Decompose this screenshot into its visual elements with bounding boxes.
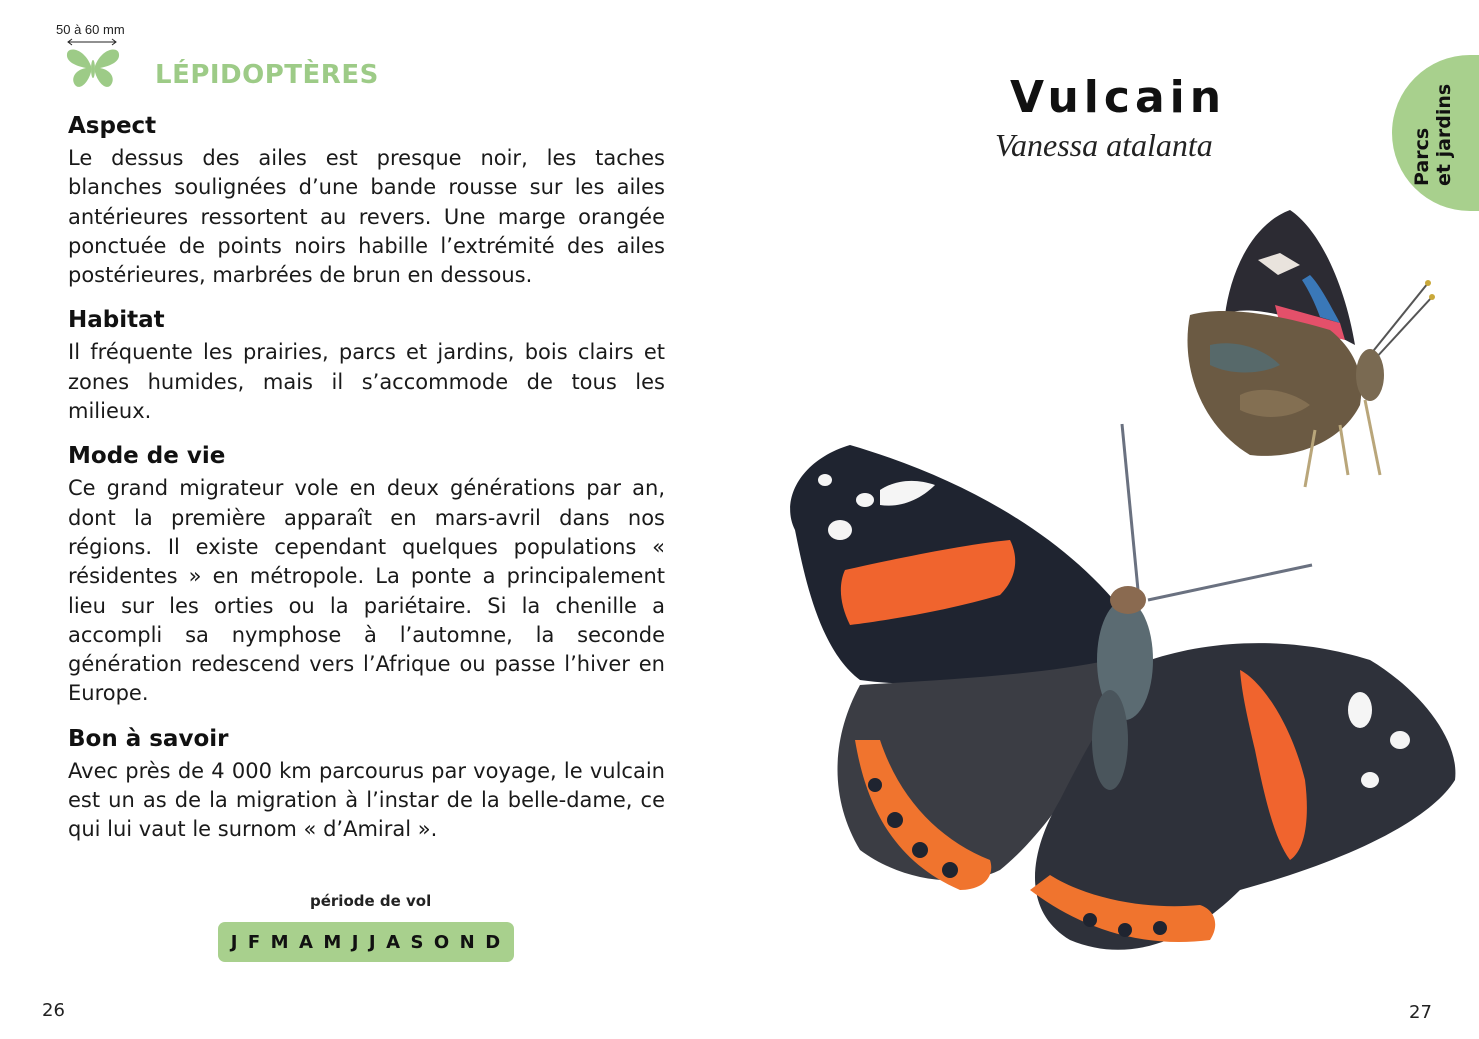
month-jul: J	[368, 931, 377, 953]
month-jun: J	[351, 931, 360, 953]
habitat-tab-label	[1398, 72, 1468, 192]
section-text-aspect: Le dessus des ailes est presque noir, les taches blanches soulignées d’une bande rousse sur les ailes antérieures ressortent au revers. Une marge orangée ponctuée de points noirs habille l’extrémité des ailes postérieures, marbrées de brun en dessous.	[68, 146, 665, 288]
section-text-bon-a-savoir: Avec près de 4 000 km parcourus par voyage, le vulcain est un as de la migration à l’instar de la belle-dame, ce qui lui vaut le surnom « d’Amiral ».	[68, 758, 665, 842]
habitat-tab-line1: Parcs	[1411, 127, 1433, 186]
section-text-habitat: Il fréquente les prairies, parcs et jardins, bois clairs et zones humides, mais il s’accommode de tous les milieux.	[68, 340, 665, 424]
month-may: M	[323, 931, 343, 953]
habitat-tab-line2: et jardins	[1433, 83, 1455, 186]
month-feb: F	[247, 931, 262, 953]
description-column	[68, 108, 665, 857]
month-nov: N	[459, 931, 476, 953]
flight-period-label: période de vol	[310, 892, 432, 910]
section-heading-habitat: Habitat	[68, 307, 165, 334]
species-latin-name: Vanessa atalanta	[995, 127, 1213, 163]
category-title: LÉPIDOPTÈRES	[155, 60, 379, 90]
page-number-right: 27	[1409, 1002, 1432, 1023]
month-oct: O	[433, 931, 451, 953]
month-aug: A	[386, 931, 402, 953]
section-heading-aspect: Aspect	[68, 113, 157, 139]
section-text-mode-de-vie: Ce grand migrateur vole en deux générations par an, dont la première apparaît en mars-avril dans nos régions. Il existe cependant quelques populations « résidentes » en métropole. La ponte a principalement lieu sur les orties ou la pariétaire. Si la chenille a accompli sa nymphose à l’automne, la seconde génération redescend vers l’Afrique ou passe l’hiver en Europe.	[68, 476, 665, 706]
butterfly-icon	[64, 44, 122, 90]
species-common-name: Vulcain	[1010, 72, 1227, 123]
section-heading-bon-a-savoir: Bon à savoir	[68, 725, 229, 752]
month-sep: S	[410, 931, 425, 953]
section-heading-mode-de-vie: Mode de vie	[68, 443, 226, 470]
wingspan-label: 50 à 60 mm	[56, 22, 125, 37]
month-dec: D	[485, 931, 502, 953]
month-apr: A	[299, 931, 314, 953]
month-jan: J	[230, 931, 239, 953]
page-number-left: 26	[42, 1000, 65, 1021]
butterfly-photo-top-view	[770, 420, 1470, 980]
month-mar: M	[270, 931, 290, 953]
flight-period-bar	[218, 922, 514, 962]
